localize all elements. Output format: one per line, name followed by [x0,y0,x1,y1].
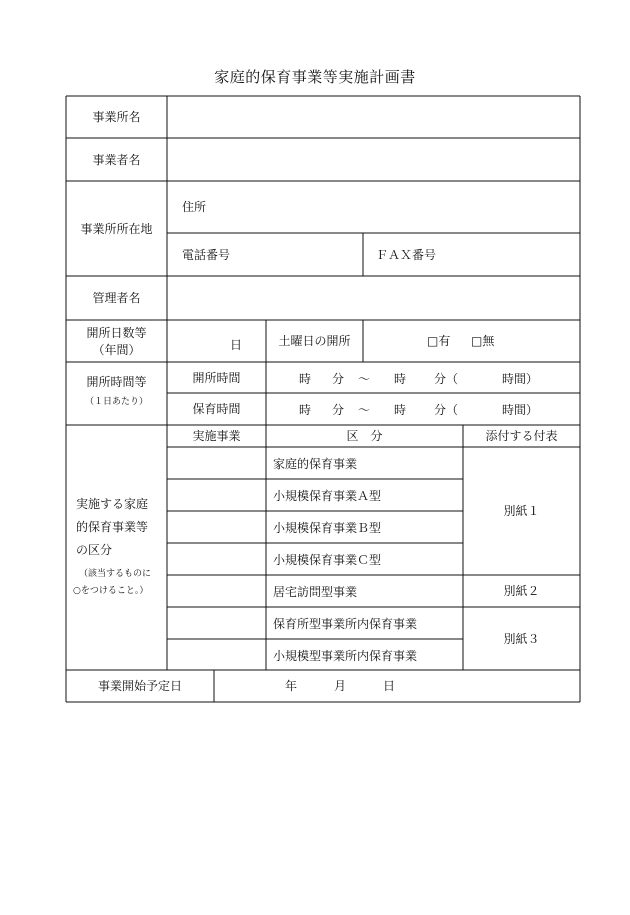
hours-text: 時間） [502,403,539,417]
care-time-label: 保育時間 [192,402,241,416]
category-item: 小規模保育事業Ｃ型 [273,553,382,567]
open-days-label: 開所日数等 [86,326,147,340]
minute-text: 分（ [434,372,459,386]
implementation-header: 実施事業 [192,429,241,443]
open-days-field[interactable] [168,321,228,361]
day-text: 日 [383,679,396,693]
saturday-yes-checkbox[interactable]: □有 [427,334,451,348]
projects-note-line: （該当するものに [79,569,152,579]
minute-text: 分 [332,403,345,417]
phone-label: 電話番号 [182,248,231,262]
facility-location-label: 事業所所在地 [80,221,153,236]
saturday-no-checkbox[interactable]: □無 [471,334,495,348]
projects-label-line: の区分 [76,543,113,557]
category-item: 居宅訪問型事業 [273,585,358,599]
day-unit: 日 [230,338,243,352]
fax-field[interactable] [440,234,579,275]
tilde-text: ～ [358,403,371,417]
saturday-label: 土曜日の開所 [278,334,351,348]
category-header: 区 分 [346,429,383,443]
start-date-label: 事業開始予定日 [97,679,182,693]
year-text: 年 [285,679,298,693]
attachment-2: 別紙２ [503,584,540,598]
month-text: 月 [334,679,347,693]
projects-label-line: 実施する家庭 [76,497,149,511]
implementation-cell[interactable] [168,480,265,510]
open-hours-label: 開所時間等 [86,375,147,389]
phone-field[interactable] [240,234,362,275]
implementation-cell[interactable] [168,544,265,574]
operator-name-label: 事業者名 [92,152,141,167]
address-label: 住所 [182,200,207,214]
hour-text: 時 [394,403,407,417]
category-item: 小規模保育事業Ａ型 [273,489,382,503]
implementation-cell[interactable] [168,448,265,478]
category-item: 小規模保育事業Ｂ型 [273,521,382,535]
implementation-cell[interactable] [168,512,265,542]
attachment-1: 別紙１ [503,504,540,518]
attachment-3: 別紙３ [503,631,540,646]
projects-label-line: 的保育事業等 [76,520,149,534]
fax-label: ＦＡＸ番号 [376,248,437,262]
hour-text: 時 [394,372,407,386]
operator-name-field[interactable] [168,139,579,180]
category-item: 小規模型事業所内保育事業 [273,649,418,663]
minute-text: 分 [332,372,345,386]
implementation-cell[interactable] [168,576,265,606]
document-title: 家庭的保育事業等実施計画書 [214,68,416,86]
facility-name-label: 事業所名 [92,110,141,124]
open-days-sublabel: （年間） [92,343,141,357]
category-item: 家庭的保育事業 [273,457,358,471]
hours-text: 時間） [502,372,539,386]
projects-note-line: ○をつけること。） [73,586,149,596]
manager-name-field[interactable] [168,277,579,319]
category-item: 保育所型事業所内保育事業 [273,617,418,631]
tilde-text: ～ [358,372,371,386]
address-field[interactable] [220,182,579,232]
open-hours-sublabel: （１日あたり） [84,397,148,407]
facility-name-field[interactable] [168,97,579,137]
implementation-cell[interactable] [168,608,265,638]
minute-text: 分（ [434,403,459,417]
implementation-cell[interactable] [168,640,265,669]
manager-name-label: 管理者名 [92,291,141,305]
hour-text: 時 [299,403,312,417]
opening-time-label: 開所時間 [192,370,241,385]
attachment-header: 添付する付表 [485,429,558,443]
hour-text: 時 [299,372,312,386]
